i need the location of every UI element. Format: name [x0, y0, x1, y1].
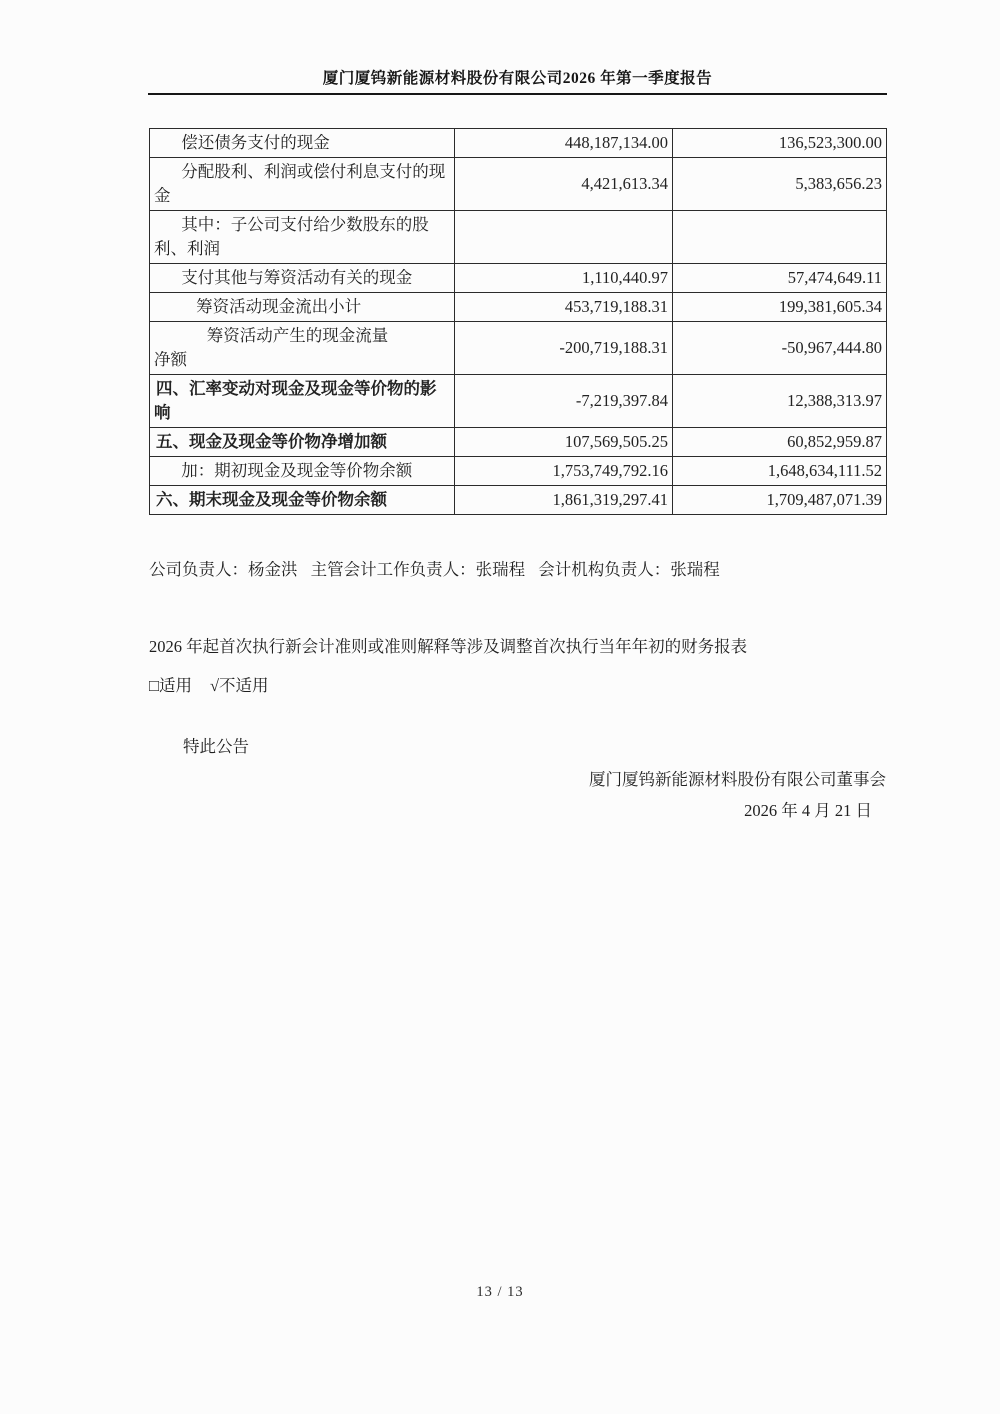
check-icon: √	[209, 676, 220, 695]
row-label: 偿还债务支付的现金	[150, 129, 455, 158]
row-value-current: 107,569,505.25	[455, 428, 673, 457]
row-label: 五、现金及现金等价物净增加额	[150, 428, 455, 457]
row-value-prior: 5,383,656.23	[673, 158, 887, 211]
row-value-prior: 1,648,634,111.52	[673, 457, 887, 486]
table-row	[150, 158, 887, 211]
page-number-separator: /	[497, 1284, 503, 1300]
page-footer	[0, 1284, 1000, 1301]
row-value-current: -7,219,397.84	[455, 375, 673, 428]
table-row	[150, 486, 887, 515]
table-row	[150, 129, 887, 158]
page-content	[149, 128, 886, 821]
applicability-line	[149, 672, 886, 696]
accounting-dept-head-signatory: 会计机构负责人：张瑞程	[538, 560, 720, 579]
accounting-head-signatory: 主管会计工作负责人：张瑞程	[310, 560, 526, 579]
table-row	[150, 457, 887, 486]
row-value-current	[455, 211, 673, 264]
row-value-current: 1,753,749,792.16	[455, 457, 673, 486]
row-value-prior: 12,388,313.97	[673, 375, 887, 428]
row-value-prior: 136,523,300.00	[673, 129, 887, 158]
row-label: 筹资活动现金流出小计	[150, 293, 455, 322]
row-value-current: 453,719,188.31	[455, 293, 673, 322]
page-number-current: 13	[476, 1284, 493, 1300]
row-label: 加：期初现金及现金等价物余额	[150, 457, 455, 486]
row-label: 分配股利、利润或偿付利息支付的现金	[150, 158, 455, 211]
row-label: 支付其他与筹资活动有关的现金	[150, 264, 455, 293]
accounting-standards-note: 2026 年起首次执行新会计准则或准则解释等涉及调整首次执行当年年初的财务报表	[149, 637, 748, 656]
board-signature: 厦门厦钨新能源材料股份有限公司董事会	[589, 770, 886, 789]
signatories-line	[149, 556, 886, 580]
row-value-current: 448,187,134.00	[455, 129, 673, 158]
table-row	[150, 375, 887, 428]
row-value-prior: 57,474,649.11	[673, 264, 887, 293]
cash-flow-table	[149, 128, 887, 515]
announcement-text: 特此公告	[183, 737, 249, 756]
checkbox-icon: □	[149, 676, 159, 695]
table-row	[150, 211, 887, 264]
table-row	[150, 428, 887, 457]
table-row	[150, 264, 887, 293]
row-label: 四、汇率变动对现金及现金等价物的影响	[150, 375, 455, 428]
table-row	[150, 322, 887, 375]
page-header	[148, 0, 887, 95]
row-value-prior: 199,381,605.34	[673, 293, 887, 322]
signature-date: 2026 年 4 月 21 日	[744, 801, 872, 820]
row-value-current: 1,110,440.97	[455, 264, 673, 293]
row-label: 其中：子公司支付给少数股东的股利、利润	[150, 211, 455, 264]
row-value-current: 1,861,319,297.41	[455, 486, 673, 515]
report-title: 厦门厦钨新能源材料股份有限公司2026 年第一季度报告	[322, 70, 713, 87]
header-divider	[148, 93, 887, 95]
row-value-prior: 1,709,487,071.39	[673, 486, 887, 515]
row-value-current: 4,421,613.34	[455, 158, 673, 211]
company-head-signatory: 公司负责人：杨金洪	[149, 560, 298, 579]
row-value-current: -200,719,188.31	[455, 322, 673, 375]
row-label: 六、期末现金及现金等价物余额	[150, 486, 455, 515]
page-number-total: 13	[507, 1284, 524, 1300]
table-row	[150, 293, 887, 322]
row-value-prior	[673, 211, 887, 264]
not-applicable-label: 不适用	[219, 676, 269, 695]
row-label: 筹资活动产生的现金流量净额	[150, 322, 455, 375]
applicable-label: 适用	[158, 676, 192, 695]
row-value-prior: 60,852,959.87	[673, 428, 887, 457]
row-value-prior: -50,967,444.80	[673, 322, 887, 375]
